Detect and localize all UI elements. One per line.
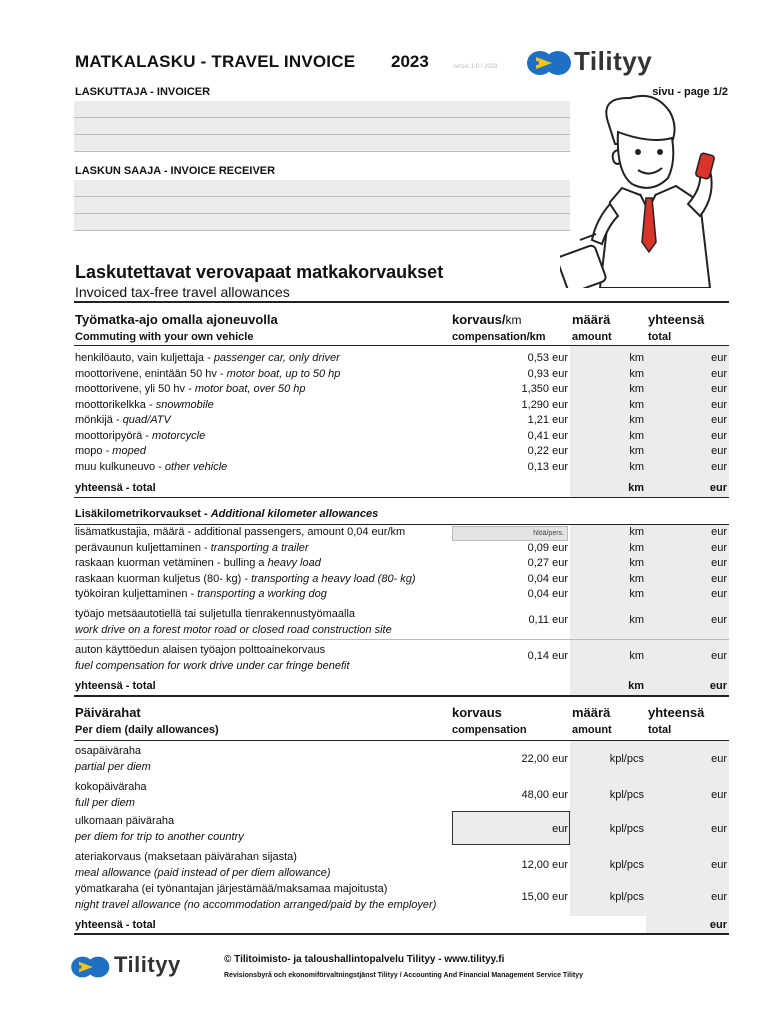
- main-title: Laskutettavat verovapaat matkakorvaukset: [75, 262, 444, 282]
- logo-mark-icon: [526, 48, 576, 78]
- commuting-row-total[interactable]: eur: [711, 460, 727, 473]
- divider: [74, 933, 729, 935]
- additional-row-total[interactable]: eur: [711, 572, 727, 585]
- perdiem-row-total[interactable]: eur: [711, 789, 727, 801]
- divider: [74, 151, 570, 152]
- commuting-row-total[interactable]: eur: [711, 352, 727, 364]
- commuting-row-en: passenger car, only driver: [213, 352, 340, 364]
- additional-total-eur: eur: [709, 680, 727, 692]
- perdiem-title: Päivärahat: [75, 705, 141, 720]
- perdiem-row-fi: yömatkaraha (ei työnantajan järjestämää/maksamaa majoitusta): [75, 883, 388, 895]
- commuting-row-fi: moottorikelkka -: [75, 398, 156, 411]
- perdiem-row-en-text: night travel allowance (no accommodation arranged/paid by the employer): [75, 899, 437, 911]
- commuting-row-label: [75, 383, 306, 395]
- commuting-row-km[interactable]: km: [629, 414, 644, 426]
- commuting-row-total[interactable]: eur: [711, 398, 727, 411]
- additional-row-en: transporting a heavy load (80- kg): [251, 572, 416, 585]
- commuting-row-km[interactable]: km: [629, 367, 644, 380]
- commuting-row-fi: henkilöauto, vain kuljettaja -: [75, 352, 214, 364]
- commuting-row-label: [75, 352, 340, 364]
- fuel-comp-total[interactable]: eur: [711, 650, 727, 662]
- perdiem-row-en-text: full per diem: [75, 797, 135, 809]
- commuting-row-rate: 0,41 eur: [527, 429, 568, 442]
- page-number: sivu - page 1/2: [652, 86, 728, 98]
- invoicer-field-2[interactable]: [74, 118, 570, 134]
- commuting-row-fi: mopo -: [75, 445, 113, 457]
- invoicer-field-3[interactable]: [74, 135, 570, 151]
- additional-row-km[interactable]: km: [629, 557, 644, 569]
- perdiem-rate-subheader: compensation: [452, 724, 527, 736]
- fuel-comp-label: auton käyttöedun alaisen työajon polttoainekorvaus: [75, 644, 326, 656]
- fuel-comp-en: fuel compensation for work drive under car fringe benefit: [75, 660, 350, 672]
- additional-row-total[interactable]: eur: [711, 526, 727, 538]
- additional-row-label: [75, 526, 405, 538]
- commuting-row-km[interactable]: km: [629, 429, 644, 442]
- additional-row-label: [75, 573, 416, 585]
- fuel-comp-unit: km: [629, 650, 644, 662]
- perdiem-row-total[interactable]: eur: [711, 823, 727, 835]
- commuting-row-en: motor boat, up to 50 hp: [226, 367, 341, 380]
- receiver-field-1[interactable]: [74, 180, 570, 196]
- perdiem-row-fi: osapäiväraha: [75, 745, 142, 757]
- additional-row-rate: 0,27 eur: [527, 557, 568, 569]
- commuting-row-en: moped: [112, 445, 146, 457]
- commuting-row-rate: 1,350 eur: [521, 383, 568, 395]
- commuting-row-fi: muu kulkuneuvo -: [75, 460, 165, 473]
- commuting-row-en: snowmobile: [155, 398, 214, 411]
- perdiem-row-rate: 12,00 eur: [521, 859, 568, 871]
- commuting-row-rate: 1,21 eur: [527, 414, 568, 426]
- commuting-total-km: km: [628, 482, 644, 494]
- perdiem-row-en-text: meal allowance (paid instead of per diem allowance): [75, 867, 331, 879]
- divider: [74, 524, 729, 525]
- additional-row-en: transporting a trailer: [210, 541, 309, 554]
- additional-row-km[interactable]: km: [629, 526, 644, 538]
- commuting-row-rate: 1,290 eur: [521, 398, 568, 411]
- perdiem-row-rate: 15,00 eur: [521, 891, 568, 903]
- passengers-input[interactable]: hlöä/pers.: [452, 526, 568, 541]
- perdiem-row-en-text: per diem for trip to another country: [75, 831, 244, 843]
- commuting-row-total[interactable]: eur: [711, 429, 727, 442]
- additional-total-km: km: [628, 680, 644, 692]
- perdiem-row-total[interactable]: eur: [711, 859, 727, 871]
- commuting-subtitle: Commuting with your own vehicle: [75, 331, 254, 343]
- logo-text: Tilityy: [574, 46, 653, 76]
- commuting-row-rate: 0,93 eur: [527, 367, 568, 380]
- logo-mark-icon: [70, 954, 114, 980]
- perdiem-row-rate: 48,00 eur: [521, 789, 568, 801]
- commuting-row-fi: moottoripyörä -: [75, 429, 153, 442]
- perdiem-row-total[interactable]: eur: [711, 891, 727, 903]
- additional-row-fi: raskaan kuorman kuljetus (80- kg) -: [75, 572, 252, 585]
- commuting-row-total[interactable]: eur: [711, 445, 727, 457]
- additional-row-fi: perävaunun kuljettaminen -: [75, 541, 211, 554]
- perdiem-amount-subheader: amount: [572, 724, 612, 736]
- additional-row-total[interactable]: eur: [711, 541, 727, 554]
- forest-drive-unit: km: [629, 614, 644, 626]
- divider: [74, 230, 570, 231]
- commuting-row-rate: 0,13 eur: [527, 460, 568, 473]
- total-column-bg: [646, 741, 729, 934]
- rate-column-header: korvaus/km: [452, 312, 522, 327]
- perdiem-total-header: yhteensä: [648, 705, 705, 720]
- tilityy-logo: [526, 46, 686, 80]
- commuting-row-km[interactable]: km: [629, 445, 644, 457]
- commuting-row-en: quad/ATV: [122, 414, 171, 426]
- additional-title: Lisäkilometrikorvaukset - Additional kilometer allowances: [75, 508, 379, 520]
- additional-row-rate: 0,09 eur: [527, 541, 568, 554]
- additional-row-km[interactable]: km: [629, 588, 644, 600]
- perdiem-row-pcs[interactable]: kpl/pcs: [609, 859, 644, 871]
- perdiem-row-en: [75, 831, 244, 843]
- perdiem-row-fi: ulkomaan päiväraha: [75, 815, 175, 827]
- document-year: 2023: [391, 52, 429, 71]
- receiver-field-2[interactable]: [74, 197, 570, 213]
- perdiem-row-pcs[interactable]: kpl/pcs: [609, 753, 644, 765]
- perdiem-row-fi: ateriakorvaus (maksetaan päivärahan sijasta): [75, 851, 297, 863]
- divider: [74, 639, 729, 640]
- commuting-title: Työmatka-ajo omalla ajoneuvolla: [75, 312, 278, 327]
- commuting-row-label: [75, 368, 340, 380]
- commuting-row-rate: 0,22 eur: [527, 445, 568, 457]
- footer-copyright: © Tilitoimisto- ja taloushallintopalvelu Tilityy - www.tilityy.fi: [224, 954, 505, 965]
- commuting-row-label: [75, 414, 171, 426]
- divider: [74, 695, 729, 697]
- document-title: MATKALASKU - TRAVEL INVOICE: [75, 52, 356, 71]
- forest-drive-label: työajo metsäautotiellä tai suljetulla tienrakennustyömaalla: [75, 608, 356, 620]
- additional-row-total[interactable]: eur: [711, 588, 727, 600]
- additional-row-rate: 0,04 eur: [527, 588, 568, 600]
- perdiem-subtitle: Per diem (daily allowances): [75, 724, 219, 736]
- additional-row-total[interactable]: eur: [711, 557, 727, 569]
- version-label: versio 1.0 / 2023: [453, 64, 498, 70]
- footer-description: Revisionsbyrå och ekonomiförvaltningstjänst Tilityy / Accounting And Financial Management Service Tilityy: [224, 972, 584, 979]
- perdiem-row-fi: kokopäiväraha: [75, 781, 147, 793]
- commuting-row-label: [75, 430, 205, 442]
- fuel-comp-rate: 0,14 eur: [527, 650, 568, 662]
- commuting-row-label: [75, 399, 214, 411]
- additional-row-rate: 0,04 eur: [527, 572, 568, 585]
- main-subtitle: Invoiced tax-free travel allowances: [75, 284, 290, 300]
- additional-row-en: heavy load: [267, 557, 321, 569]
- amount-column-subheader: amount: [572, 331, 612, 343]
- perdiem-total-eur: eur: [709, 919, 727, 931]
- perdiem-row-total[interactable]: eur: [711, 753, 727, 765]
- invoicer-label: LASKUTTAJA - INVOICER: [75, 86, 211, 98]
- perdiem-row-pcs[interactable]: kpl/pcs: [609, 789, 644, 801]
- commuting-total-eur: eur: [709, 482, 727, 494]
- divider: [74, 497, 729, 498]
- divider: [74, 345, 729, 346]
- footer-logo-text: Tilityy: [114, 952, 181, 977]
- commuting-row-km[interactable]: km: [629, 460, 644, 473]
- perdiem-row-rate: 22,00 eur: [521, 753, 568, 765]
- forest-drive-en: work drive on a forest motor road or closed road construction site: [75, 624, 392, 636]
- perdiem-row-en: [75, 899, 436, 911]
- commuting-row-rate: 0,53 eur: [527, 352, 568, 364]
- perdiem-row-en-text: partial per diem: [75, 761, 151, 773]
- rate-column-subheader: compensation/km: [452, 331, 546, 343]
- commuting-row-km[interactable]: km: [629, 352, 644, 364]
- commuting-row-en: motor boat, over 50 hp: [194, 383, 306, 395]
- perdiem-row-en: [75, 761, 151, 773]
- additional-row-fi: työkoiran kuljettaminen -: [75, 588, 198, 600]
- invoicer-field-1[interactable]: [74, 101, 570, 117]
- divider: [74, 301, 729, 303]
- amount-column-header: määrä: [572, 312, 611, 327]
- total-column-header: yhteensä: [648, 312, 705, 327]
- commuting-total-label: yhteensä - total: [75, 482, 156, 494]
- total-column-subheader: total: [648, 331, 672, 343]
- commuting-row-total[interactable]: eur: [711, 383, 727, 395]
- commuting-row-fi: moottorivene, enintään 50 hv -: [75, 367, 227, 380]
- forest-drive-rate: 0,11 eur: [528, 614, 568, 626]
- traveler-illustration: [560, 92, 740, 288]
- perdiem-row-pcs[interactable]: kpl/pcs: [609, 823, 644, 835]
- additional-row-fi: lisämatkustajia, määrä - additional passengers, amount 0,04 eur/km: [75, 526, 406, 538]
- perdiem-row-en: [75, 867, 331, 879]
- commuting-row-km[interactable]: km: [629, 383, 644, 395]
- perdiem-row-pcs[interactable]: kpl/pcs: [609, 891, 644, 903]
- additional-row-km[interactable]: km: [629, 572, 644, 585]
- receiver-label: LASKUN SAAJA - INVOICE RECEIVER: [75, 165, 276, 177]
- additional-row-label: [75, 542, 309, 554]
- commuting-row-fi: mönkijä -: [75, 414, 123, 426]
- additional-total-label: yhteensä - total: [75, 680, 156, 692]
- commuting-row-label: [75, 445, 146, 457]
- commuting-row-km[interactable]: km: [629, 398, 644, 411]
- additional-row-label: [75, 588, 327, 600]
- perdiem-total-subheader: total: [648, 724, 672, 736]
- perdiem-row-en: [75, 797, 135, 809]
- forest-drive-total[interactable]: eur: [711, 614, 727, 626]
- perdiem-total-label: yhteensä - total: [75, 919, 156, 931]
- receiver-field-3[interactable]: [74, 214, 570, 230]
- commuting-row-en: other vehicle: [164, 460, 228, 473]
- commuting-row-total[interactable]: eur: [711, 367, 727, 380]
- commuting-row-en: motorcycle: [152, 429, 206, 442]
- perdiem-rate-header: korvaus: [452, 705, 502, 720]
- commuting-row-label: [75, 461, 227, 473]
- footer-logo: [70, 952, 210, 982]
- commuting-row-total[interactable]: eur: [711, 414, 727, 426]
- additional-row-fi: raskaan kuorman vetäminen - bulling a: [75, 557, 268, 569]
- additional-row-label: [75, 557, 321, 569]
- perdiem-amount-header: määrä: [572, 705, 611, 720]
- perdiem-row-rate: eur: [552, 823, 568, 835]
- commuting-row-fi: moottorivene, yli 50 hv -: [75, 383, 195, 395]
- additional-row-en: transporting a working dog: [197, 588, 327, 600]
- additional-row-km[interactable]: km: [629, 541, 644, 554]
